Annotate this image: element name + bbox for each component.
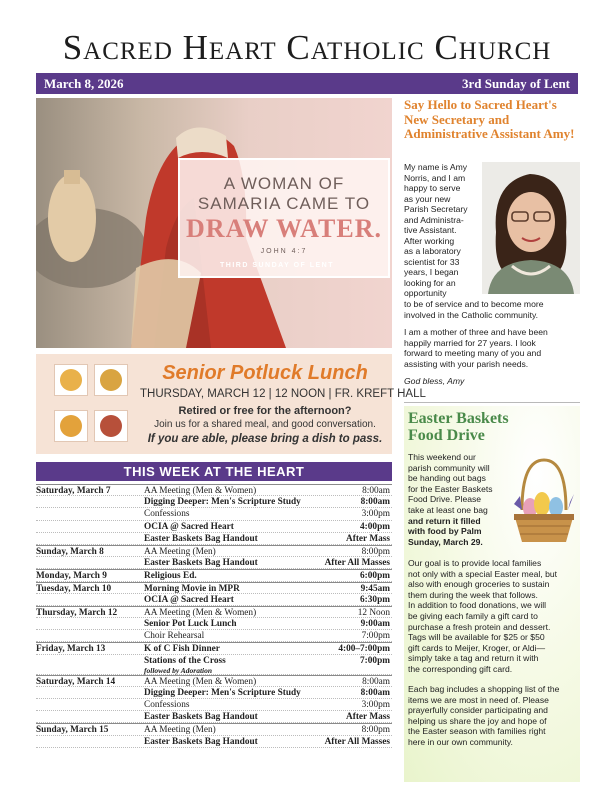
schedule-day: Saturday, March 7 xyxy=(36,486,111,496)
schedule-row xyxy=(36,545,392,557)
schedule-table xyxy=(36,484,392,748)
text-line: parish community will xyxy=(408,462,490,473)
easter-paragraph-2 xyxy=(408,558,578,675)
schedule-row xyxy=(36,606,392,618)
text-line: involved in the Catholic community. xyxy=(404,309,539,320)
date-bar xyxy=(36,73,578,94)
schedule-row xyxy=(36,582,392,594)
schedule-row xyxy=(36,508,392,520)
schedule-time: 9:00am xyxy=(360,619,390,630)
liturgical-sunday: 3rd Sunday of Lent xyxy=(462,75,570,91)
schedule-row xyxy=(36,533,392,545)
schedule-row xyxy=(36,557,392,569)
schedule-time: 3:00pm xyxy=(361,509,390,520)
schedule-time: 3:00pm xyxy=(361,700,390,710)
issue-date: March 8, 2026 xyxy=(44,75,124,91)
easter-title xyxy=(408,410,509,444)
schedule-row xyxy=(36,496,392,508)
food-plate-icon xyxy=(54,364,88,396)
text-line: Our goal is to provide local families xyxy=(408,558,542,568)
schedule-time: 7:00pm xyxy=(361,631,390,642)
text-line: happy to serve xyxy=(404,183,461,193)
schedule-row xyxy=(36,675,392,687)
scripture-card xyxy=(178,158,390,278)
text-line: helping us share the joy and hope of xyxy=(408,715,547,726)
text-line: Sunday, March 29. xyxy=(408,536,483,547)
text-line: as your new xyxy=(404,193,451,204)
schedule-note: followed by Adoration xyxy=(144,665,213,675)
schedule-time: 8:00pm xyxy=(361,725,390,736)
schedule-row xyxy=(36,618,392,630)
text-line: Tags will be available for $25 or $50 xyxy=(408,632,545,643)
page-title: Sacred Heart Catholic Church xyxy=(62,28,552,67)
schedule-day: Friday, March 13 xyxy=(36,644,106,655)
potluck-when: THURSDAY, MARCH 12 | 12 NOON | FR. KREFT HALL xyxy=(140,388,426,400)
text-line: Each bag includes a shopping list of the xyxy=(408,684,560,694)
secretary-intro-continued xyxy=(404,299,580,320)
food-plate-icon xyxy=(94,410,128,442)
schedule-day: Thursday, March 12 xyxy=(36,607,118,618)
schedule-day: Tuesday, March 10 xyxy=(36,583,112,594)
text-line: to be of service and to become more xyxy=(404,299,544,309)
easter-title-line-1: Easter Baskets xyxy=(408,410,509,427)
schedule-row xyxy=(36,723,392,735)
text-line: Norris, and I am xyxy=(404,172,466,183)
schedule-time: After Mass xyxy=(346,712,390,723)
text-line: forward to meeting many of you and xyxy=(404,348,542,358)
schedule-row xyxy=(36,630,392,642)
column-divider xyxy=(404,402,580,403)
amy-portrait xyxy=(482,162,580,294)
text-line: with food by Palm xyxy=(408,526,482,537)
easter-food-drive xyxy=(404,406,580,782)
text-line: not only with a special Easter meal, but xyxy=(408,568,558,579)
easter-intro xyxy=(408,452,506,547)
text-line: Food Drive. Please xyxy=(408,494,482,505)
easter-paragraph-3 xyxy=(408,684,578,748)
schedule-event: AA Meeting (Men & Women) xyxy=(144,676,257,687)
scripture-reference: JOHN 4:7 xyxy=(260,248,308,255)
text-line: here in our own community. xyxy=(408,736,513,747)
schedule-event: AA Meeting (Men & Women) xyxy=(144,607,257,618)
schedule-event: Morning Movie in MPR xyxy=(144,583,240,594)
text-line: the corresponding gift card. xyxy=(408,663,513,674)
schedule-row xyxy=(36,655,392,675)
text-line: take at least one bag xyxy=(408,504,488,515)
easter-basket-icon xyxy=(508,452,580,550)
schedule-time: 7:00pm xyxy=(360,655,390,666)
schedule-event: Easter Baskets Bag Handout xyxy=(144,712,258,723)
schedule-time: 9:45am xyxy=(360,583,390,594)
text-line: items we are most in need of. Please xyxy=(408,694,549,705)
schedule-time: 4:00pm xyxy=(360,521,390,532)
schedule-event: Senior Pot Luck Lunch xyxy=(144,619,237,630)
schedule-day: Sunday, March 15 xyxy=(36,725,109,736)
schedule-event: Digging Deeper: Men's Scripture Study xyxy=(144,497,301,508)
potluck-bring: If you are able, please bring a dish to pass. xyxy=(147,433,383,445)
schedule-time: After All Masses xyxy=(324,736,390,747)
schedule-event: Easter Baskets Bag Handout xyxy=(144,558,258,569)
text-line: My name is Amy xyxy=(404,162,468,172)
text-line: happily married for 27 years. I look xyxy=(404,337,536,348)
hero-subtitle: THIRD SUNDAY OF LENT xyxy=(220,262,335,269)
schedule-event: Confessions xyxy=(144,700,190,710)
schedule-time: 12 Noon xyxy=(357,607,390,618)
text-line: scientist for 33 xyxy=(404,256,460,267)
text-line: In addition to food donations, we will xyxy=(408,600,547,611)
text-line: and return it filled xyxy=(408,515,481,526)
text-line: gift cards to Meijer, Kroger, or Aldi— xyxy=(408,642,546,653)
schedule-time: 8:00am xyxy=(362,486,390,496)
text-line: assisting with your parish needs. xyxy=(404,358,529,369)
text-line: purchase a fresh protein and dessert. xyxy=(408,621,551,632)
hero-image xyxy=(36,98,392,348)
secretary-signoff: God bless, Amy xyxy=(404,376,465,386)
text-line: and Administra- xyxy=(404,214,464,225)
easter-title-line-2: Food Drive xyxy=(408,427,485,444)
schedule-row xyxy=(36,484,392,496)
schedule-event: AA Meeting (Men) xyxy=(144,546,216,557)
text-line: tive Assistant. xyxy=(404,225,457,235)
text-line: them during the week that follows. xyxy=(408,589,538,600)
text-line: I am a mother of three and have been xyxy=(404,327,548,337)
schedule-time: After Mass xyxy=(346,533,390,544)
schedule-time: 4:00–7:00pm xyxy=(338,644,390,655)
schedule-time: After All Masses xyxy=(324,558,390,569)
schedule-time: 6:30pm xyxy=(360,594,390,605)
text-line: be handing out bags xyxy=(408,473,486,484)
schedule-day: Monday, March 9 xyxy=(36,571,107,582)
text-line: prayerfully consider participating and xyxy=(408,705,548,716)
potluck-banner xyxy=(36,354,426,454)
text-line: also with enough groceries to sustain xyxy=(408,579,550,590)
text-line: After working xyxy=(404,235,455,246)
schedule-event: Digging Deeper: Men's Scripture Study xyxy=(144,687,301,698)
potluck-question: Retired or free for the afternoon? xyxy=(178,405,352,417)
schedule-event: Stations of the Cross xyxy=(144,655,226,666)
potluck-invite: Join us for a shared meal, and good conversation. xyxy=(154,419,376,430)
schedule-time: 8:00pm xyxy=(361,546,390,557)
text-line: years, I began xyxy=(404,267,459,277)
food-plate-icon xyxy=(94,364,128,396)
schedule-event: OCIA @ Sacred Heart xyxy=(144,521,234,532)
hero-line-2: SAMARIA CAME TO xyxy=(197,194,371,213)
text-line: simply take a tag and return it with xyxy=(408,653,539,664)
schedule-time: 8:00am xyxy=(360,687,390,698)
text-line: the Easter season with families right xyxy=(408,726,546,737)
schedule-event: Confessions xyxy=(144,509,190,520)
schedule-event: Easter Baskets Bag Handout xyxy=(144,736,258,747)
schedule-row xyxy=(36,699,392,711)
schedule-row xyxy=(36,521,392,533)
schedule-row xyxy=(36,687,392,699)
hero-line-3: DRAW WATER. xyxy=(186,214,382,243)
text-line: This weekend our xyxy=(408,452,476,462)
schedule-heading: THIS WEEK AT THE HEART xyxy=(36,462,392,481)
schedule-row xyxy=(36,736,392,748)
schedule-event: Religious Ed. xyxy=(144,571,197,582)
schedule-day: Saturday, March 14 xyxy=(36,676,116,687)
schedule-row xyxy=(36,569,392,581)
secretary-paragraph-2 xyxy=(404,327,580,369)
schedule-time: 8:00am xyxy=(360,497,390,508)
text-line: Parish Secretary xyxy=(404,204,468,214)
schedule-event: OCIA @ Sacred Heart xyxy=(144,594,234,605)
schedule-time: 6:00pm xyxy=(360,571,390,582)
text-line: as a laboratory xyxy=(404,246,461,256)
schedule-day: Sunday, March 8 xyxy=(36,546,104,557)
schedule-row xyxy=(36,594,392,606)
potluck-title: Senior Potluck Lunch xyxy=(162,362,368,384)
schedule-row xyxy=(36,642,392,654)
schedule-event: Choir Rehearsal xyxy=(144,631,205,642)
secretary-title: Say Hello to Sacred Heart's New Secretary and Administrative Assistant Amy! xyxy=(404,97,575,141)
schedule-event: AA Meeting (Men) xyxy=(144,725,216,736)
text-line: opportunity xyxy=(404,288,447,298)
schedule-row xyxy=(36,711,392,723)
schedule-event: Easter Baskets Bag Handout xyxy=(144,533,258,544)
text-line: be giving each family a gift card to xyxy=(408,610,538,621)
schedule-time: 8:00am xyxy=(362,676,390,687)
text-line: for the Easter Baskets xyxy=(408,483,493,494)
schedule-event: K of C Fish Dinner xyxy=(144,644,220,655)
schedule-event: AA Meeting (Men & Women) xyxy=(144,486,257,496)
hero-line-1: A WOMAN OF xyxy=(223,174,345,193)
text-line: looking for an xyxy=(404,277,456,288)
food-plate-icon xyxy=(54,410,88,442)
secretary-intro xyxy=(404,162,478,299)
